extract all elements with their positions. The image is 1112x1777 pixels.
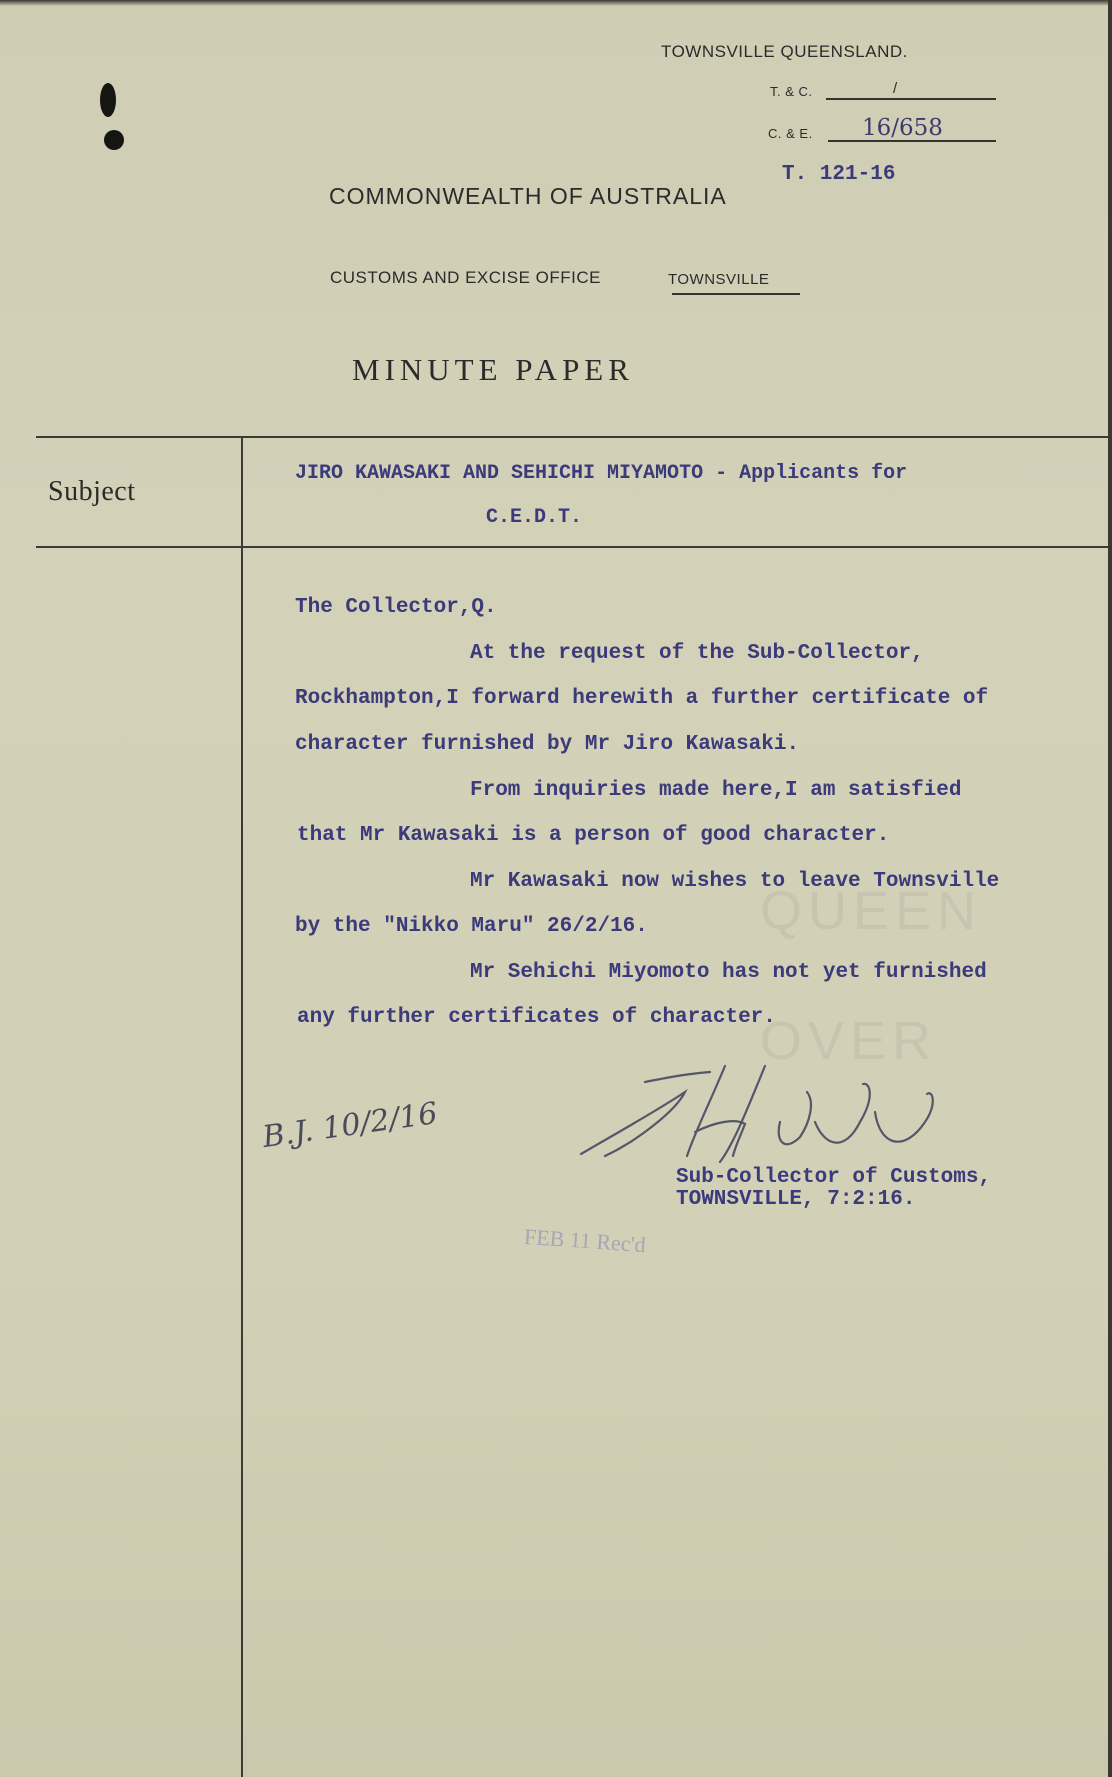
body-line: Mr Kawasaki now wishes to leave Townsville	[470, 870, 1000, 893]
tc-value: /	[893, 80, 898, 97]
punch-hole-bottom	[104, 130, 124, 150]
handwritten-signature	[575, 1052, 975, 1172]
tc-underline	[826, 98, 996, 100]
received-stamp: FEB 11 Rec'd	[523, 1223, 647, 1258]
body-line: At the request of the Sub-Collector,	[470, 642, 924, 665]
signature-title: Sub-Collector of Customs,	[676, 1166, 992, 1189]
page-top-edge	[0, 0, 1112, 6]
commonwealth-heading: COMMONWEALTH OF AUSTRALIA	[329, 183, 727, 209]
background-watermark: OVER	[760, 1011, 938, 1071]
tc-label: T. & C.	[770, 84, 813, 99]
body-line: that Mr Kawasaki is a person of good character.	[297, 824, 890, 847]
body-line: Rockhampton,I forward herewith a further certificate of	[295, 687, 989, 710]
punch-hole-top	[100, 83, 116, 117]
margin-handwritten-note: B.J. 10/2/16	[260, 1095, 440, 1156]
body-line: any further certificates of character.	[297, 1006, 776, 1029]
margin-rule	[241, 436, 243, 1777]
signature-place-date: TOWNSVILLE, 7:2:16.	[676, 1188, 916, 1211]
body-line: Mr Sehichi Miyomoto has not yet furnished	[470, 961, 987, 984]
page-right-edge	[1108, 0, 1112, 1777]
top-rule	[36, 436, 1108, 438]
subject-rule	[36, 546, 1108, 548]
salutation: The Collector,Q.	[295, 596, 497, 619]
subject-line-2: C.E.D.T.	[486, 506, 583, 529]
office-label: CUSTOMS AND EXCISE OFFICE	[330, 268, 602, 287]
body-line: From inquiries made here,I am satisfied	[470, 779, 962, 802]
office-place: TOWNSVILLE	[668, 271, 770, 288]
ce-value: 16/658	[862, 115, 943, 141]
page-title: MINUTE PAPER	[352, 352, 634, 387]
location-heading: TOWNSVILLE QUEENSLAND.	[661, 42, 908, 61]
subject-label: Subject	[48, 476, 136, 507]
t-reference: T. 121-16	[782, 163, 896, 186]
body-line: by the "Nikko Maru" 26/2/16.	[295, 915, 648, 938]
ce-label: C. & E.	[768, 126, 813, 141]
body-line: character furnished by Mr Jiro Kawasaki.	[295, 733, 800, 756]
background-watermark: QUEEN	[760, 881, 983, 941]
subject-line-1: JIRO KAWASAKI AND SEHICHI MIYAMOTO - Applicants for	[295, 462, 908, 485]
office-underline	[672, 293, 800, 295]
